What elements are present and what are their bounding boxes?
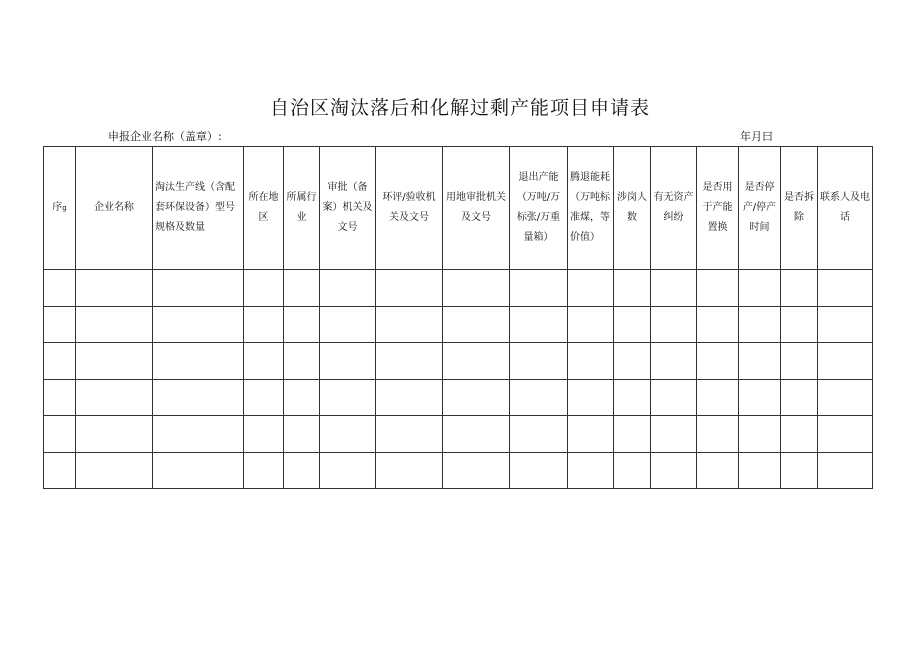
table-row: [44, 416, 873, 453]
table-cell[interactable]: [781, 379, 818, 416]
table-cell[interactable]: [284, 452, 320, 489]
table-header-row: [44, 147, 873, 270]
table-cell[interactable]: [614, 452, 651, 489]
table-cell[interactable]: [614, 306, 651, 343]
table-cell[interactable]: [284, 416, 320, 453]
col-header-company-name: 企业名称: [76, 147, 153, 270]
table-cell[interactable]: [153, 416, 244, 453]
col-header-production-line: 淘汰生产线（含配套环保设备）型号规格及数量: [153, 147, 244, 270]
table-cell[interactable]: [568, 379, 614, 416]
table-cell[interactable]: [76, 343, 153, 380]
table-cell[interactable]: [443, 306, 510, 343]
table-cell[interactable]: [818, 306, 873, 343]
col-header-exit-capacity: 退出产能（万吨/万标张/万重量箱）: [510, 147, 568, 270]
table-cell[interactable]: [244, 306, 284, 343]
table-cell[interactable]: [44, 306, 76, 343]
col-header-eia-authority: 环评/验收机关及文号: [376, 147, 443, 270]
table-cell[interactable]: [44, 343, 76, 380]
col-header-index: 序g: [44, 147, 76, 270]
table-cell[interactable]: [44, 452, 76, 489]
table-row: [44, 270, 873, 307]
table-cell[interactable]: [568, 270, 614, 307]
table-cell[interactable]: [320, 343, 376, 380]
applicant-name-label: 申报企业名称（盖章）:: [108, 130, 222, 143]
table-cell[interactable]: [44, 270, 76, 307]
table-cell[interactable]: [739, 452, 781, 489]
date-label: 年月曰: [740, 130, 773, 143]
col-header-production-stop: 是否停产/停产时间: [739, 147, 781, 270]
table-cell[interactable]: [376, 452, 443, 489]
table-cell[interactable]: [697, 379, 739, 416]
table-cell[interactable]: [76, 306, 153, 343]
table-cell[interactable]: [651, 306, 697, 343]
table-cell[interactable]: [697, 270, 739, 307]
col-header-region: 所在地区: [244, 147, 284, 270]
table-cell[interactable]: [443, 416, 510, 453]
table-cell[interactable]: [818, 379, 873, 416]
table-cell[interactable]: [568, 452, 614, 489]
table-cell[interactable]: [651, 343, 697, 380]
table-cell[interactable]: [781, 306, 818, 343]
table-cell[interactable]: [153, 306, 244, 343]
table-cell[interactable]: [818, 270, 873, 307]
table-cell[interactable]: [443, 379, 510, 416]
table-cell[interactable]: [376, 379, 443, 416]
col-header-contact: 联系人及电话: [818, 147, 873, 270]
table-cell[interactable]: [697, 416, 739, 453]
table-cell[interactable]: [614, 416, 651, 453]
form-title: 自治区淘汰落后和化解过剩产能项目申请表: [269, 97, 650, 119]
table-cell[interactable]: [739, 343, 781, 380]
table-cell[interactable]: [153, 343, 244, 380]
table-cell[interactable]: [510, 452, 568, 489]
table-cell[interactable]: [320, 416, 376, 453]
table-cell[interactable]: [739, 416, 781, 453]
table-cell[interactable]: [320, 452, 376, 489]
col-header-capacity-replacement: 是否用于产能置换: [697, 147, 739, 270]
table-cell[interactable]: [781, 270, 818, 307]
table-cell[interactable]: [614, 270, 651, 307]
table-cell[interactable]: [76, 270, 153, 307]
col-header-asset-disputes: 有无资产纠纷: [651, 147, 697, 270]
table-cell[interactable]: [376, 416, 443, 453]
table-cell[interactable]: [781, 452, 818, 489]
table-cell[interactable]: [697, 343, 739, 380]
table-cell[interactable]: [376, 343, 443, 380]
table-cell[interactable]: [76, 452, 153, 489]
table-cell[interactable]: [614, 379, 651, 416]
table-cell[interactable]: [443, 343, 510, 380]
table-cell[interactable]: [651, 416, 697, 453]
table-cell[interactable]: [320, 379, 376, 416]
table-cell[interactable]: [568, 416, 614, 453]
table-cell[interactable]: [568, 306, 614, 343]
table-row: [44, 306, 873, 343]
table-cell[interactable]: [76, 379, 153, 416]
table-cell[interactable]: [651, 379, 697, 416]
table-cell[interactable]: [244, 270, 284, 307]
table-cell[interactable]: [781, 343, 818, 380]
table-cell[interactable]: [376, 270, 443, 307]
col-header-approval-authority: 审批（备案）机关及文号: [320, 147, 376, 270]
table-cell[interactable]: [244, 416, 284, 453]
table-cell[interactable]: [781, 416, 818, 453]
table-cell[interactable]: [244, 452, 284, 489]
table-row: [44, 343, 873, 380]
col-header-energy-freed: 腾退能耗（万吨标准煤，等价值）: [568, 147, 614, 270]
table-cell[interactable]: [739, 379, 781, 416]
table-cell[interactable]: [651, 452, 697, 489]
table-cell[interactable]: [818, 416, 873, 453]
table-cell[interactable]: [284, 379, 320, 416]
table-cell[interactable]: [510, 379, 568, 416]
table-cell[interactable]: [510, 416, 568, 453]
table-cell[interactable]: [568, 343, 614, 380]
table-cell[interactable]: [818, 343, 873, 380]
table-cell[interactable]: [244, 343, 284, 380]
table-row: [44, 452, 873, 489]
table-cell[interactable]: [651, 270, 697, 307]
table-cell[interactable]: [284, 270, 320, 307]
table-cell[interactable]: [510, 306, 568, 343]
col-header-land-authority: 用地审批机关及文号: [443, 147, 510, 270]
table-cell[interactable]: [44, 379, 76, 416]
col-header-demolished: 是否拆除: [781, 147, 818, 270]
col-header-affected-jobs: 涉岗人数: [614, 147, 651, 270]
table-cell[interactable]: [739, 270, 781, 307]
table-cell[interactable]: [697, 306, 739, 343]
col-header-industry: 所属行业: [284, 147, 320, 270]
table-cell[interactable]: [510, 270, 568, 307]
table-cell[interactable]: [44, 416, 76, 453]
table-cell[interactable]: [153, 379, 244, 416]
table-cell[interactable]: [76, 416, 153, 453]
table-cell[interactable]: [443, 270, 510, 307]
table-cell[interactable]: [284, 306, 320, 343]
table-cell[interactable]: [510, 343, 568, 380]
table-cell[interactable]: [153, 270, 244, 307]
table-cell[interactable]: [320, 306, 376, 343]
table-cell[interactable]: [244, 379, 284, 416]
table-row: [44, 379, 873, 416]
table-cell[interactable]: [697, 452, 739, 489]
table-cell[interactable]: [376, 306, 443, 343]
table-cell[interactable]: [320, 270, 376, 307]
table-cell[interactable]: [818, 452, 873, 489]
table-cell[interactable]: [443, 452, 510, 489]
table-cell[interactable]: [739, 306, 781, 343]
application-table: [43, 146, 873, 489]
table-cell[interactable]: [284, 343, 320, 380]
table-cell[interactable]: [614, 343, 651, 380]
table-cell[interactable]: [153, 452, 244, 489]
